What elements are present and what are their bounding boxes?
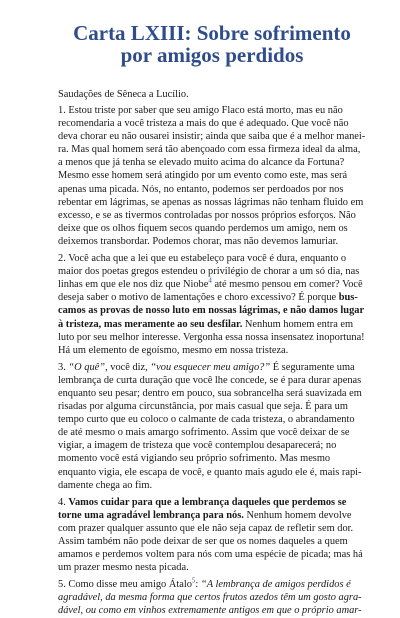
text-line: tempo curto que eu coloco o calmante de cada tristeza, o abrandamento	[58, 414, 355, 426]
text-segment: 4.	[58, 496, 69, 508]
text-line: 2. Você acha que a lei que eu estabeleço para você é dura, enquanto o	[58, 253, 347, 265]
text-line: damente chega ao fim.	[58, 479, 153, 491]
text-line: com prazer qualquer assunto que ele não seja capaz de refletir sem dor.	[58, 522, 354, 534]
italic-text-line: dável, ou como em vinhos extremamente antigos em que o próprio amar-	[58, 605, 362, 617]
text-line: a menos que já tenha se elevado muito acima do alcance da Fortuna?	[58, 157, 345, 169]
text-line	[58, 278, 366, 291]
text-line	[58, 361, 366, 374]
bold-text: à tristeza, mas meramente ao seu desfilar.	[58, 318, 243, 330]
paragraph-5	[58, 578, 366, 617]
text-line: recomendaria a você tristeza a mais do que é adequado. Que você não	[58, 118, 349, 130]
text-line: momento você está vigiando seu próprio sofrimento. Mas mesmo	[58, 453, 331, 465]
salutation: Saudações de Sêneca a Lucílio.	[58, 89, 189, 100]
title-line-1: Carta LXIII: Sobre sofrimento	[73, 21, 351, 45]
text-line	[58, 496, 366, 509]
text-line: enquanto seu pesar; dentro em pouco, sua sobrancelha será suavizada em	[58, 387, 362, 399]
text-line: maior dos poetas gregos estendeu o privilégio de chorar a um só dia, nas	[58, 266, 360, 278]
text-segment: linhas em que ele nos diz que Niobe	[58, 279, 209, 291]
text-line: excesso, e se as tivermos controladas por nossos próprios esforços. Não	[58, 209, 356, 221]
bold-text-line: camos as provas de nosso luto em nossas lágrimas, e não damos lugar	[58, 305, 365, 317]
paragraph-2	[58, 252, 366, 357]
bold-text: bus-	[338, 292, 358, 304]
text-line: vigiar, a imagem de tristeza que você contemplou desaparecerá; no	[58, 440, 337, 452]
text-line: Assim também não pode deixar de ser que os nomes daqueles a quem	[58, 536, 348, 547]
text-line	[58, 509, 366, 522]
text-segment: 5. Como disse meu amigo Átalo	[58, 579, 192, 591]
text-line: lembrança de curta duração que você lhe concede, se é para durar apenas	[58, 374, 362, 386]
paragraph-3	[58, 361, 366, 492]
italic-text-line: agradável, da mesma forma que certos frutos azedos têm um gosto agra-	[58, 592, 362, 604]
italic-text: “O quê”	[68, 361, 106, 373]
paragraph-1	[58, 104, 366, 248]
italic-text: “A lembrança de amigos perdidos é	[200, 579, 351, 591]
text-segment: Nenhum homem devolve	[243, 509, 352, 521]
paragraph-4	[58, 496, 366, 575]
footnote-ref-niobe[interactable]: 4	[208, 276, 212, 285]
text-segment: Nenhum homem entra em	[242, 318, 354, 330]
page-title	[58, 22, 366, 66]
text-line: deixemos transbordar. Podemos chorar, mas não devemos lamuriar.	[58, 235, 339, 247]
text-line	[58, 291, 366, 304]
text-segment: 3.	[58, 361, 69, 373]
text-line: deixe que os olhos fiquem secos quando perdemos um amigo, nem os	[58, 222, 348, 234]
footnote-ref-atalo[interactable]: 5	[191, 576, 196, 585]
text-line: ra. Mas qual homem será tão abençoado com essa firmeza ideal da alma,	[58, 144, 361, 156]
italic-text: “vou esquecer meu amigo?”	[150, 361, 271, 373]
text-segment: até mesmo pensou em comer? Você	[211, 279, 363, 291]
text-segment: É seguramente uma	[270, 361, 355, 373]
text-line: apenas uma picada. Nós, no entanto, podemos ser perdoados por nos	[58, 183, 344, 195]
bold-text: torne uma agradável lembrança para nós.	[58, 509, 244, 521]
text-line: enquanto vigia, ele escapa de você, e quanto mais agudo ele é, mais rapi-	[58, 466, 362, 478]
text-segment: deseja saber o motivo de lamentações e choro excessivo? É porque	[58, 292, 339, 304]
text-line: amamos e perdemos voltem para nós com uma espécie de picada; mas há	[58, 549, 363, 561]
text-segment: , você diz,	[105, 361, 151, 373]
bold-text: Vamos cuidar para que a lembrança daqueles que perdemos se	[68, 496, 347, 508]
text-line: luto por seu melhor interesse. Vergonha essa nossa insensatez inoportuna!	[58, 331, 365, 343]
text-segment: :	[195, 579, 201, 591]
text-line: Mesmo esse homem será atingido por um evento como este, mas será	[58, 170, 348, 182]
text-line: 1. Estou triste por saber que seu amigo Flaco está morto, mas eu não	[58, 105, 343, 116]
text-line: um prazer mesmo nesta picada.	[58, 562, 189, 574]
text-line: rebentar em lágrimas, se apenas as nossas lágrimas não tenham fluido em	[58, 196, 364, 208]
text-line: de até mesmo o mais amargo sofrimento. Assim que você deixar de se	[58, 427, 350, 439]
title-line-2: por amigos perdidos	[120, 43, 304, 67]
text-line: risadas por alguma circunstância, por mais casual que seja. É para um	[58, 401, 348, 413]
text-line: deva chorar eu não ousarei insistir; ainda que saiba que é a melhor manei-	[58, 131, 366, 143]
text-line	[58, 578, 366, 591]
text-line: Há um elemento de egoísmo, mesmo em nossa tristeza.	[58, 344, 289, 356]
text-line	[58, 318, 366, 331]
